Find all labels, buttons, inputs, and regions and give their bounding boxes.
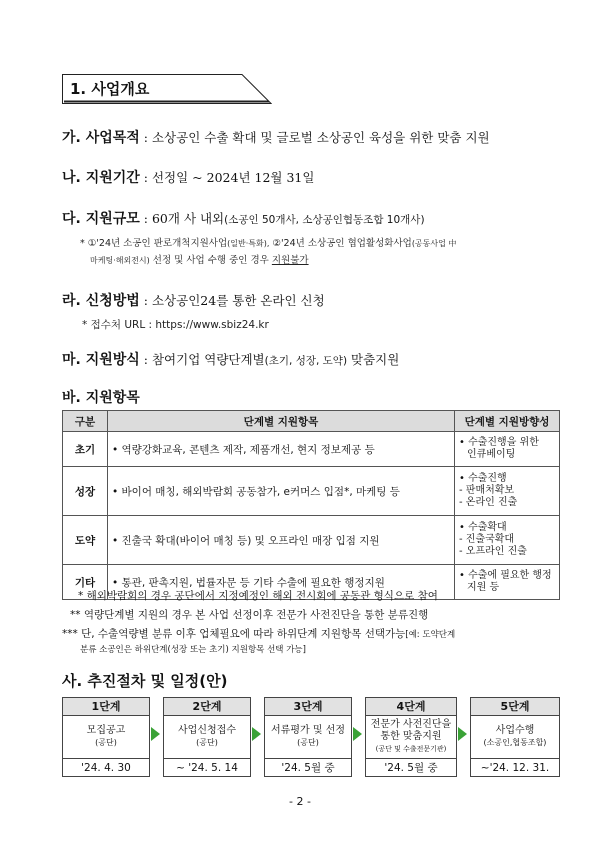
row-items: • 바이어 매칭, 해외박람회 공동참가, e커머스 입점*, 마케팅 등 — [108, 467, 455, 516]
step-header: 2단계 — [164, 698, 250, 716]
row-category: 기타 — [63, 565, 108, 600]
table-header-row — [63, 411, 560, 432]
process-step-1 — [62, 697, 150, 777]
item-application-text: 소상공인24를 통한 온라인 신청 — [151, 293, 325, 308]
item-scale-detail: (소공인 50개사, 소상공인협동조합 10개사) — [224, 214, 425, 226]
row-items: • 역량강화교육, 콘텐츠 제작, 제품개선, 현지 정보제공 등 — [108, 432, 455, 467]
process-title: 사. 추진절차 및 일정(안) — [62, 672, 228, 690]
scale-note-line2: 마케팅·해외전시) 선정 및 사업 수행 중인 경우 지원불가 — [90, 255, 309, 266]
step-header: 4단계 — [366, 698, 456, 716]
footnote-2: ** 역량단계별 지원의 경우 본 사업 선정이후 전문가 사전진단을 통한 분류진행 — [70, 609, 429, 621]
not-eligible-text: 지원불가 — [271, 255, 309, 266]
item-purpose: 가. 사업목적 : 소상공인 수출 확대 및 글로벌 소상공인 육성을 위한 맞춤 지원 — [62, 130, 490, 146]
item-scale-label: 다. 지원규모 — [62, 211, 140, 227]
item-purpose-label: 가. 사업목적 — [62, 130, 140, 146]
item-method: 마. 지원방식 : 참여기업 역량단계별(초기, 성장, 도약) 맞춤지원 — [62, 352, 400, 368]
step-body: 사업수행 (소공인,협동조합) — [471, 716, 559, 759]
row-category: 성장 — [63, 467, 108, 516]
row-items: • 진출국 확대(바이어 매칭 등) 및 오프라인 매장 입점 지원 — [108, 516, 455, 565]
process-step-3 — [264, 697, 352, 777]
item-period-label: 나. 지원기간 — [62, 170, 140, 186]
col-header-category: 구분 — [63, 411, 108, 432]
arrow-right-icon — [353, 727, 362, 741]
step-date: '24. 5월 중 — [281, 762, 335, 774]
step-date: ~ '24. 5. 14 — [176, 762, 238, 774]
row-direction: • 수출확대 - 진출국확대 - 오프라인 진출 — [455, 516, 560, 565]
row-direction: • 수출진행 - 판매처확보 - 온라인 진출 — [455, 467, 560, 516]
step-date: ~'24. 12. 31. — [480, 762, 550, 774]
item-application-label: 라. 신청방법 — [62, 293, 140, 309]
col-header-direction: 단계별 지원방향성 — [455, 411, 560, 432]
step-body: 전문가 사전진단을 통한 맞춤지원 (공단 및 수출전문기관) — [366, 716, 456, 759]
application-url-note: * 접수처 URL : https://www.sbiz24.kr — [82, 319, 269, 331]
item-scale: 다. 지원규모 : 60개 사 내외(소공인 50개사, 소상공인협동조합 10개사) — [62, 211, 425, 227]
row-category: 도약 — [63, 516, 108, 565]
item-support-label: 바. 지원항목 — [62, 390, 140, 406]
step-date: '24. 5월 중 — [384, 762, 438, 774]
item-application: 라. 신청방법 : 소상공인24를 통한 온라인 신청 — [62, 293, 325, 309]
item-method-text: 참여기업 역량단계별 — [151, 352, 265, 367]
step-body: 사업신청접수 (공단) — [164, 716, 250, 759]
support-table — [62, 410, 560, 600]
footnote-3: *** 단, 수출역량별 분류 이후 업체필요에 따라 하위단계 지원항목 선택가능[예: 도약단계 — [62, 628, 456, 640]
arrow-right-icon — [458, 727, 467, 741]
process-step-4 — [365, 697, 457, 777]
process-step-5 — [470, 697, 560, 777]
step-header: 1단계 — [63, 698, 149, 716]
item-purpose-text: 소상공인 수출 확대 및 글로벌 소상공인 육성을 위한 맞춤 지원 — [151, 130, 490, 145]
step-header: 3단계 — [265, 698, 351, 716]
table-row — [63, 467, 560, 516]
item-period: 나. 지원기간 : 선정일 ~ 2024년 12월 31일 — [62, 170, 315, 186]
item-method-label: 마. 지원방식 — [62, 352, 140, 368]
step-body: 서류평가 및 선정 (공단) — [265, 716, 351, 759]
arrow-right-icon — [252, 727, 261, 741]
table-row — [63, 516, 560, 565]
page-number: - 2 - — [289, 795, 311, 808]
row-direction: • 수출에 필요한 행정 지원 등 — [455, 565, 560, 600]
row-items: • 통관, 판촉지원, 법률자문 등 기타 수출에 필요한 행정지원 — [108, 565, 455, 600]
item-scale-text: 60개 사 내외 — [151, 211, 225, 226]
item-support — [62, 387, 140, 407]
row-category: 초기 — [63, 432, 108, 467]
section-title: 1. 사업개요 — [70, 80, 150, 98]
step-body: 모집공고 (공단) — [63, 716, 149, 759]
col-header-items: 단계별 지원항목 — [108, 411, 455, 432]
section-banner — [62, 74, 272, 104]
process-step-2 — [163, 697, 251, 777]
item-period-text: 선정일 ~ 2024년 12월 31일 — [151, 170, 315, 185]
arrow-right-icon — [151, 727, 160, 741]
step-date: '24. 4. 30 — [81, 762, 131, 774]
step-header: 5단계 — [471, 698, 559, 716]
table-row — [63, 432, 560, 467]
footnote-3-cont: 분류 소공인은 하위단계(성장 또는 초기) 지원항목 선택 가능] — [80, 645, 306, 655]
scale-note-line1: * ①'24년 소공인 판로개척지원사업(일반·특화), ②'24년 소상공인 협업활성화사업(공동사업 中 — [80, 238, 457, 249]
footnote-1: * 해외박람회의 경우 공단에서 지정예정인 해외 전시회에 공동관 형식으로 참여 — [78, 590, 438, 602]
row-direction: • 수출진행을 위한 인큐베이팅 — [455, 432, 560, 467]
